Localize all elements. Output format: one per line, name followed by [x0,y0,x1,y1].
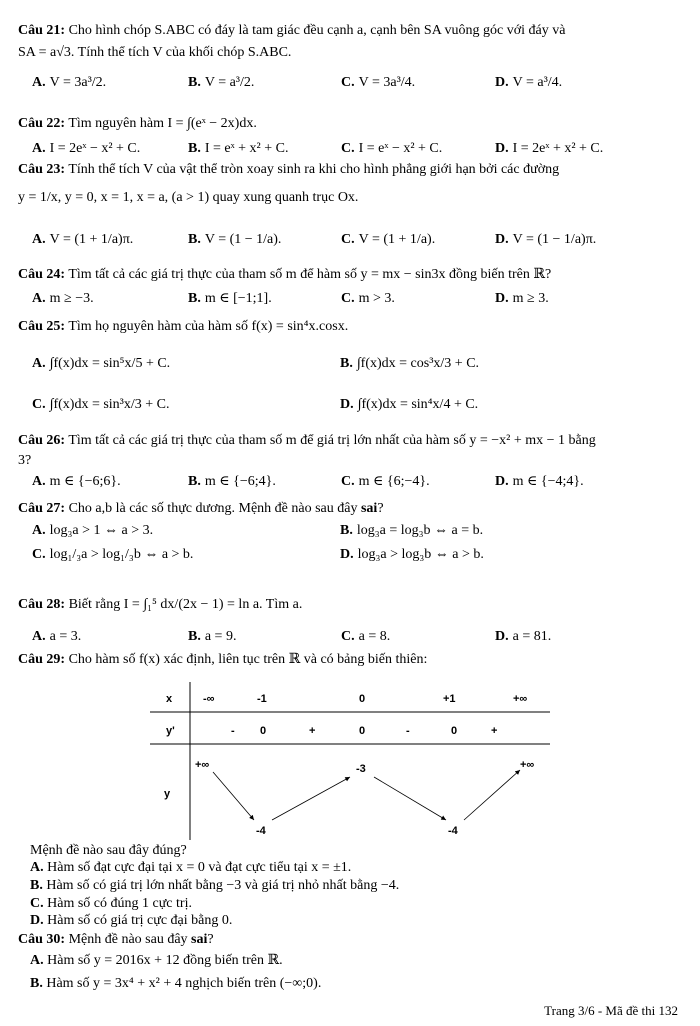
yp-sign-0: - [231,725,235,737]
x-label: x [166,693,173,705]
option-a[interactable]: A. log₃a > 1 ⇔ a > 3. [32,523,154,538]
option-b[interactable]: B. V = a³/2. [188,75,255,90]
question-30-option-b[interactable]: B. Hàm số y = 3x⁴ + x² + 4 nghịch biến trên (−∞;0). [30,976,322,991]
option-a[interactable]: A. a = 3. [32,629,82,644]
y-label: y [164,788,171,800]
y-val-1: -4 [256,825,266,837]
x-val-4: +∞ [513,693,528,705]
option-b[interactable]: B. ∫f(x)dx = cos³x/3 + C. [340,356,480,371]
option-b[interactable]: B. a = 9. [188,629,237,644]
option-b[interactable]: B. V = (1 − 1/a). [188,232,282,247]
option-c[interactable]: C. ∫f(x)dx = sin³x/3 + C. [32,397,170,412]
option-d[interactable]: D. m ≥ 3. [495,291,549,306]
y-val-3: -4 [448,825,458,837]
question-21-line2: SA = a√3. Tính thể tích V của khối chóp S.ABC. [18,45,292,60]
yprime-label: y' [166,725,175,737]
arrow-down-2 [374,777,446,820]
option-d[interactable]: D. I = 2eˣ + x² + C. [495,141,604,156]
option-a[interactable]: A. V = (1 + 1/a)π. [32,232,134,247]
question-21-options [18,74,682,98]
page-footer: Trang 3/6 - Mã đề thi 132 [544,1003,678,1018]
option-d[interactable]: D. log₃a > log₃b ⇔ a > b. [340,547,484,562]
option-d[interactable]: D. V = a³/4. [495,75,563,90]
option-c[interactable]: C. m > 3. [341,291,395,306]
yp-sign-1: + [309,725,316,737]
question-30-option-a[interactable]: A. Hàm số y = 2016x + 12 đồng biến trên ℝ. [30,953,283,968]
question-26-line2: 3? [18,453,32,468]
option-a[interactable]: A. m ∈ {−6;6}. [32,474,121,489]
yp-sign-3: + [491,725,498,737]
option-d[interactable]: D. a = 81. [495,629,552,644]
question-21: Câu 21: Cho hình chóp S.ABC có đáy là tam giác đều cạnh a, cạnh bên SA vuông góc với đáy và [18,23,566,38]
option-a[interactable]: A. I = 2eˣ − x² + C. [32,141,141,156]
option-c[interactable]: C. m ∈ {6;−4}. [341,474,430,489]
question-24: Câu 24: Tìm tất cả các giá trị thực của tham số m để hàm số y = mx − sin3x đồng biến trên ℝ? [18,267,552,282]
y-val-2: -3 [356,763,366,775]
x-val-2: 0 [359,693,366,705]
question-29-option-c[interactable]: C. Hàm số có đúng 1 cực trị. [30,896,192,911]
y-val-4: +∞ [520,759,535,771]
yp-zero-1: 0 [260,725,267,737]
arrow-down-1 [213,772,254,820]
question-22: Câu 22: Tìm nguyên hàm I = ∫(eˣ − 2x)dx. [18,116,257,131]
yp-sign-2: - [406,725,410,737]
yp-zero-3: 0 [451,725,458,737]
option-c[interactable]: C. log₁/₃a > log₁/₃b ⇔ a > b. [32,547,194,562]
option-b[interactable]: B. I = eˣ + x² + C. [188,141,289,156]
option-b[interactable]: B. m ∈ {−6;4}. [188,474,276,489]
question-23: Câu 23: Tính thể tích V của vật thể tròn xoay sinh ra khi cho hình phẳng giới hạn bởi các đường [18,162,560,177]
question-23-line2: y = 1/x, y = 0, x = 1, x = a, (a > 1) quay xung quanh trục Ox. [18,190,359,205]
yp-zero-2: 0 [359,725,366,737]
question-27: Câu 27: Cho a,b là các số thực dương. Mệnh đề nào sau đây sai? [18,501,384,516]
question-28: Câu 28: Biết rằng I = ∫₁⁵ dx/(2x − 1) = ln a. Tìm a. [18,597,303,612]
y-val-0: +∞ [195,759,210,771]
x-val-1: -1 [257,693,267,705]
arrow-up-1 [272,777,350,820]
question-29-option-d[interactable]: D. Hàm số có giá trị cực đại bằng 0. [30,913,233,928]
question-29-option-b[interactable]: B. Hàm số có giá trị lớn nhất bằng −3 và giá trị nhỏ nhất bằng −4. [30,878,400,893]
x-val-3: +1 [443,693,456,705]
option-c[interactable]: C. V = 3a³/4. [341,75,416,90]
question-29: Câu 29: Cho hàm số f(x) xác định, liên tục trên ℝ và có bảng biến thiên: [18,652,428,667]
option-a[interactable]: A. m ≥ −3. [32,291,94,306]
question-29-prompt: Mệnh đề nào sau đây đúng? [30,843,187,858]
question-25: Câu 25: Tìm họ nguyên hàm của hàm số f(x) = sin⁴x.cosx. [18,319,349,334]
question-29-option-a[interactable]: A. Hàm số đạt cực đại tại x = 0 và đạt cực tiểu tại x = ±1. [30,860,352,875]
option-d[interactable]: D. ∫f(x)dx = sin⁴x/4 + C. [340,397,479,412]
option-b[interactable]: B. m ∈ [−1;1]. [188,291,272,306]
arrow-up-2 [464,770,520,820]
option-c[interactable]: C. I = eˣ − x² + C. [341,141,443,156]
option-a[interactable]: A. ∫f(x)dx = sin⁵x/5 + C. [32,356,171,371]
question-26: Câu 26: Tìm tất cả các giá trị thực của tham số m để giá trị lớn nhất của hàm số y = −x² + mx − 1 bằng [18,433,596,448]
question-30: Câu 30: Mệnh đề nào sau đây sai? [18,932,214,947]
option-a[interactable]: A. V = 3a³/2. [32,75,107,90]
variation-table [150,682,550,840]
option-c[interactable]: C. V = (1 + 1/a). [341,232,436,247]
option-b[interactable]: B. log₃a = log₃b ⇔ a = b. [340,523,484,538]
x-val-0: -∞ [203,693,215,705]
option-c[interactable]: C. a = 8. [341,629,391,644]
option-d[interactable]: D. V = (1 − 1/a)π. [495,232,597,247]
variation-table-svg [150,682,550,840]
option-d[interactable]: D. m ∈ {−4;4}. [495,474,584,489]
